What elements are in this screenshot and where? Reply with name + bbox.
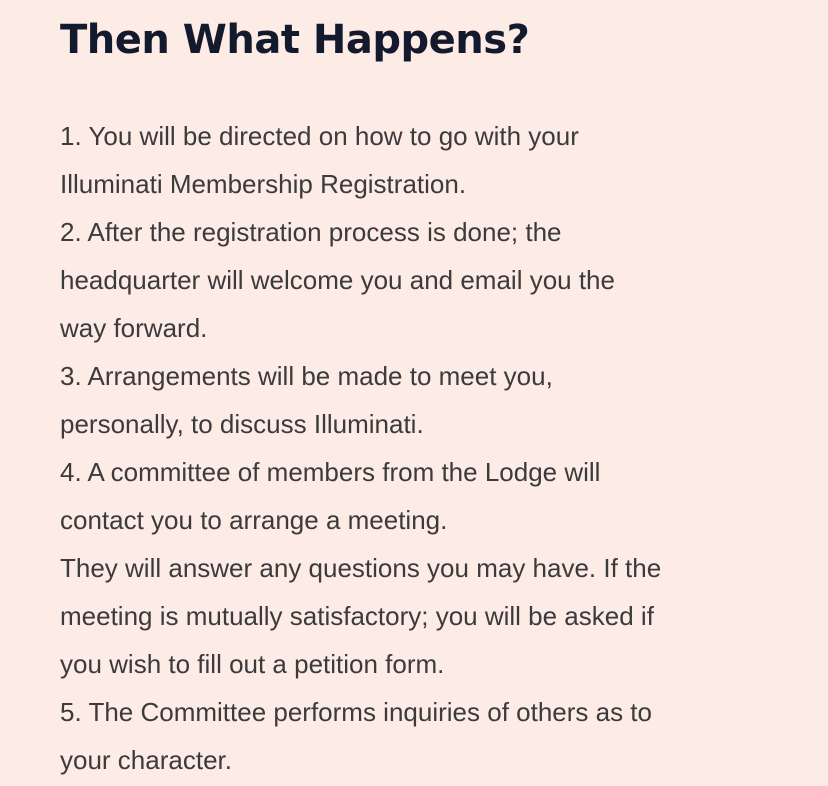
text-line-step-4-note-cont: meeting is mutually satisfactory; you will be asked if — [60, 601, 654, 631]
steps-text — [60, 112, 780, 784]
text-line-step-4: 4. A committee of members from the Lodge will — [60, 457, 601, 487]
text-line-step-2-cont: headquarter will welcome you and email you the — [60, 265, 615, 295]
text-line-step-1-cont: Illuminati Membership Registration. — [60, 169, 467, 199]
text-line-step-5-cont: your character. — [60, 745, 232, 775]
page-title: Then What Happens? — [60, 17, 530, 63]
text-line-step-4-cont: contact you to arrange a meeting. — [60, 505, 448, 535]
text-line-step-4-note-end: you wish to fill out a petition form. — [60, 649, 445, 679]
text-line-step-2-end: way forward. — [60, 313, 208, 343]
text-line-step-3: 3. Arrangements will be made to meet you, — [60, 361, 553, 391]
text-line-step-5: 5. The Committee performs inquiries of others as to — [60, 697, 652, 727]
text-line-step-2: 2. After the registration process is done; the — [60, 217, 562, 247]
text-line-step-4-note: They will answer any questions you may have. If the — [60, 553, 662, 583]
text-line-step-3-cont: personally, to discuss Illuminati. — [60, 409, 424, 439]
text-line-step-1: 1. You will be directed on how to go with your — [60, 121, 579, 151]
